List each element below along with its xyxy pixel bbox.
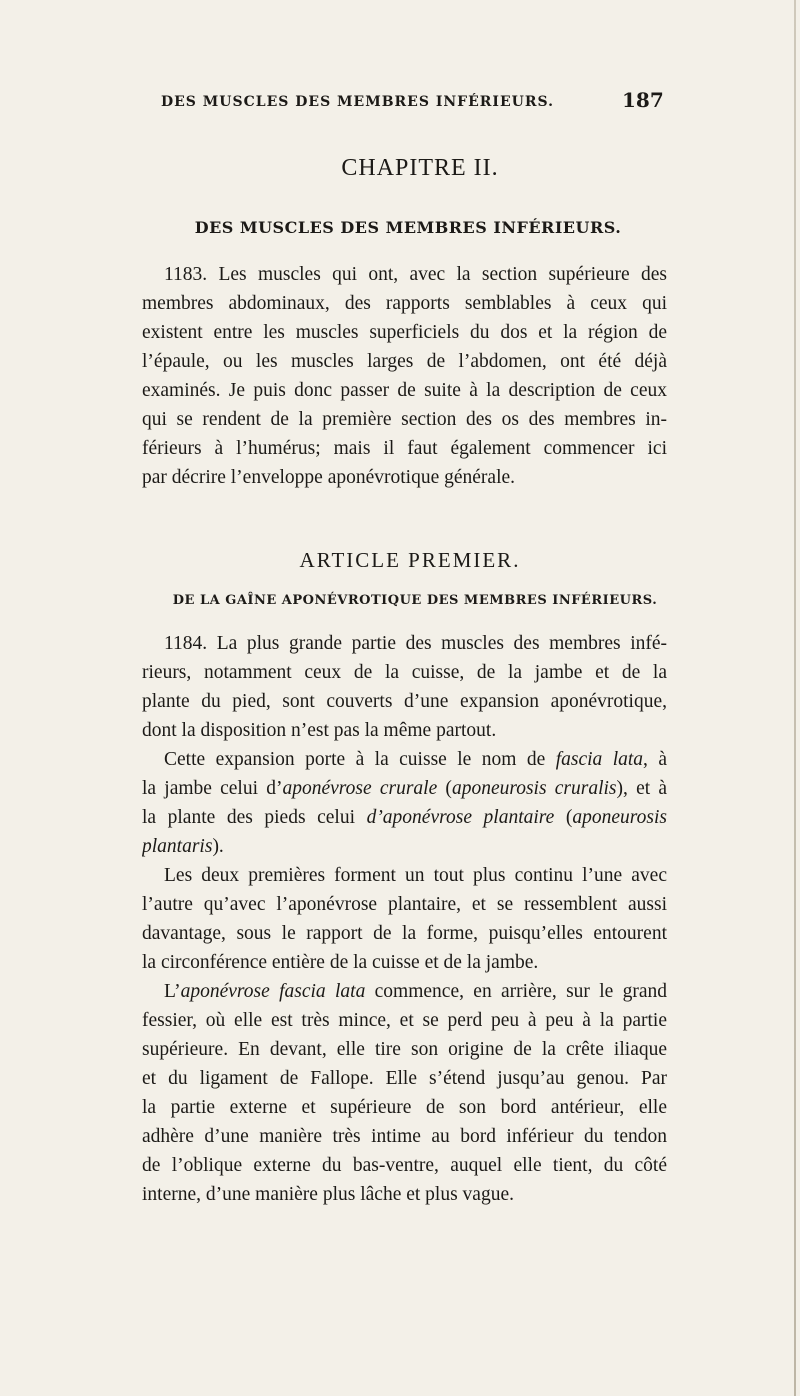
text-line: 1184. La plus grande partie des muscles des membres infé- (164, 633, 667, 654)
text-span: commence, en arrière, sur le grand (365, 981, 667, 1002)
text-line: l’épaule, ou les muscles larges de l’abdomen, ont été déjà (142, 351, 667, 372)
page-edge (794, 0, 796, 1396)
intro-paragraph (142, 260, 667, 492)
text-line: plante du pied, sont couverts d’une expansion aponévrotique, (142, 691, 667, 712)
running-title: DES MUSCLES DES MEMBRES INFÉRIEURS. (161, 94, 554, 110)
text-line (142, 774, 667, 803)
text-line: par décrire l’enveloppe aponévrotique générale. (142, 467, 516, 488)
text-line: rieurs, notamment ceux de la cuisse, de la jambe et de la (142, 662, 667, 683)
italic-term: plantaris (142, 836, 213, 857)
text-span: la plante des pieds celui (142, 807, 367, 828)
text-line: davantage, sous le rapport de la forme, puisqu’elles entourent (142, 923, 667, 944)
text-line: l’autre qu’avec l’aponévrose plantaire, et se ressemblent aussi (142, 894, 667, 915)
text-line (142, 745, 667, 774)
chapter-subtitle: DES MUSCLES DES MEMBRES INFÉRIEURS. (194, 218, 622, 237)
running-head (0, 88, 800, 124)
text-line (142, 977, 667, 1006)
italic-term: aponévrose crurale (282, 778, 438, 799)
text-line: existent entre les muscles superficiels du dos et la région de (142, 322, 667, 343)
text-span: ), et à (616, 778, 667, 799)
text-line: la partie externe et supérieure de son bord antérieur, elle (142, 1097, 667, 1118)
italic-term: aponeurosis (572, 807, 667, 828)
text-line: membres abdominaux, des rapports semblables à ceux qui (142, 293, 667, 314)
page-number: 187 (622, 88, 664, 112)
italic-term: aponévrose fascia lata (180, 981, 366, 1002)
article-title: ARTICLE PREMIER. (299, 548, 521, 572)
text-line: qui se rendent de la première section des os des membres in- (142, 409, 667, 430)
text-line: Les deux premières forment un tout plus continu l’une avec (164, 865, 667, 886)
text-span: ( (437, 778, 452, 799)
chapter-title: CHAPITRE II. (341, 155, 499, 181)
text-line: et du ligament de Fallope. Elle s’étend jusqu’au genou. Par (142, 1068, 667, 1089)
italic-term: fascia lata (555, 749, 644, 770)
text-line: examinés. Je puis donc passer de suite à la description de ceux (142, 380, 667, 401)
text-line: de l’oblique externe du bas-ventre, auquel elle tient, du côté (142, 1155, 667, 1176)
text-line: la circonférence entière de la cuisse et de la jambe. (142, 952, 539, 973)
italic-term: d’aponévrose plantaire (366, 807, 555, 828)
text-line: férieurs à l’humérus; mais il faut également commencer ici (142, 438, 667, 459)
text-line: adhère d’une manière très intime au bord inférieur du tendon (142, 1126, 667, 1147)
text-line: fessier, où elle est très mince, et se perd peu à peu à la partie (142, 1010, 667, 1031)
text-line: dont la disposition n’est pas la même partout. (142, 720, 497, 741)
text-span: la jambe celui d’ (142, 778, 283, 799)
text-span: ( (554, 807, 573, 828)
text-span: Cette expansion porte à la cuisse le nom de (164, 749, 546, 770)
article-subtitle: DE LA GAÎNE APONÉVROTIQUE DES MEMBRES INFÉRIEURS. (172, 593, 658, 608)
article-body (142, 629, 667, 1209)
text-line: supérieure. En devant, elle tire son origine de la crête iliaque (142, 1039, 667, 1060)
text-span: L’ (164, 981, 181, 1002)
italic-term: aponeurosis cruralis (451, 778, 617, 799)
text-line: interne, d’une manière plus lâche et plus vague. (142, 1184, 514, 1205)
text-line (142, 832, 667, 861)
text-line: 1183. Les muscles qui ont, avec la section supérieure des (164, 264, 667, 285)
text-line (142, 803, 667, 832)
text-span: ). (212, 836, 224, 857)
text-span: , à (643, 749, 667, 770)
